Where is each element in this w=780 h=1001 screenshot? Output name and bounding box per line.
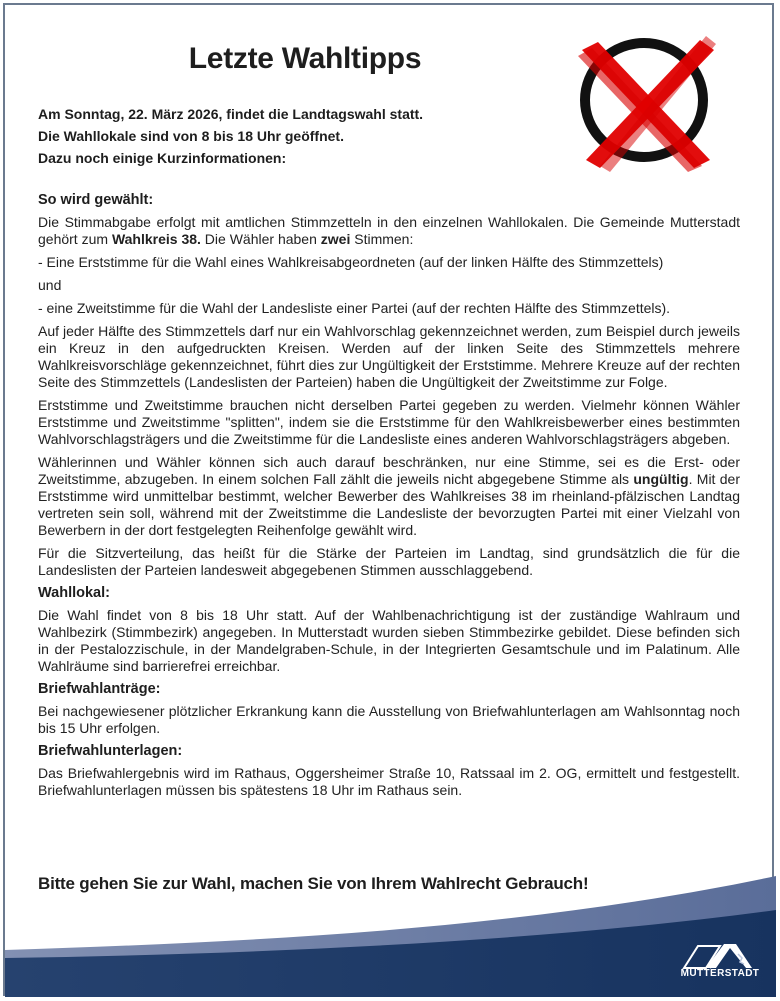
paragraph-polling-station: Die Wahl findet von 8 bis 18 Uhr statt. Auf der Wahlbenachrichtigung ist der zuständige Wahlraum und Wahlbezirk (Stimmbezirk) angegeben. In Mutterstadt wurden sieben Stimmbezirke gebildet. Diese befinden sich in der Pestalozzischule, in der Mandelgraben-Schule, in der Integrierten Gesamtschule und im Palatinum. Alle Wahlräume sind barrierefrei erreichbar. <box>38 607 740 674</box>
section-heading-polling-station: Wahllokal: <box>38 585 110 601</box>
text-span: Stimmen: <box>350 231 414 247</box>
intro-info-line: Dazu noch einige Kurzinformationen: <box>38 150 287 166</box>
text-span: Die Wähler haben <box>200 231 321 247</box>
footer-wave <box>0 850 780 1001</box>
paragraph-and: und <box>38 277 62 293</box>
paragraph-postal-documents: Das Briefwahlergebnis wird im Rathaus, Oggersheimer Straße 10, Ratssaal im 2. OG, ermittelt und festgestellt. Briefwahlunterlagen müssen bis spätestens 18 Uhr im Rathaus sein. <box>38 765 740 798</box>
bold-two: zwei <box>320 231 351 247</box>
main-content <box>38 192 740 805</box>
text-span: Die Stimmabgabe erfolgt mit amtlichen Stimmzetteln in den einzelnen Wahllokalen. Die Gemeinde Mutterstadt gehört zum <box>38 214 740 247</box>
paragraph-first-vote: - Eine Erststimme für die Wahl eines Wahlkreisabgeordneten (auf der linken Hälfte des Stimmzettels) <box>38 254 664 270</box>
mutterstadt-logo-text: MUTTERSTADT <box>680 968 760 979</box>
section-heading-postal-documents: Briefwahlunterlagen: <box>38 743 183 759</box>
bold-constituency: Wahlkreis 38. <box>111 231 201 247</box>
ballot-cross-icon <box>570 28 720 176</box>
paragraph-seats: Für die Sitzverteilung, das heißt für die Stärke der Parteien im Landtag, sind grundsätzlich die für die Landeslisten der Parteien landesweit abgegebenen Stimmen ausschlaggebend. <box>38 545 740 578</box>
section-heading-voting: So wird gewählt: <box>38 192 154 208</box>
intro-block <box>38 103 423 169</box>
intro-hours-line: Die Wahllokale sind von 8 bis 18 Uhr geöffnet. <box>38 128 344 144</box>
paragraph-marking: Auf jeder Hälfte des Stimmzettels darf nur ein Wahlvorschlag gekennzeichnet werden, zum Beispiel durch jeweils ein Kreuz in den aufgedruckten Kreisen. Werden auf der linken Seite des Stimmzettels mehrere Wahlkreisvorschläge gekennzeichnet, führt dies zur Ungültigkeit der Erststimme. Mehrere Kreuze auf der rechten Seite des Stimmzettels (Landeslisten der Parteien) haben die Ungültigkeit der Zweitstimme zur Folge. <box>38 323 740 390</box>
text-span: Wählerinnen und Wähler können sich auch darauf beschränken, nur eine Stimme, sei es die Erst- oder Zweitstimme, abzugeben. In einem solchen Fall zählt die jeweils nicht abgegebene Stimme als <box>38 454 740 487</box>
paragraph-ballot <box>38 214 740 248</box>
bold-invalid: ungültig <box>633 471 689 487</box>
page-title: Letzte Wahltipps <box>188 42 422 75</box>
vote-callout: Bitte gehen Sie zur Wahl, machen Sie von Ihrem Wahlrecht Gebrauch! <box>38 874 589 893</box>
mutterstadt-logo-icon <box>680 938 760 994</box>
paragraph-second-vote: - eine Zweitstimme für die Wahl der Landesliste einer Partei (auf der rechten Hälfte des Stimmzettels). <box>38 300 671 316</box>
section-heading-postal-applications: Briefwahlanträge: <box>38 681 161 697</box>
intro-date-line: Am Sonntag, 22. März 2026, findet die Landtagswahl statt. <box>38 106 424 122</box>
paragraph-split: Erststimme und Zweitstimme brauchen nicht derselben Partei gegeben zu werden. Vielmehr können Wähler Erststimme und Zweitstimme "splitten", indem sie die Erststimme für den Wahlkreisbewerber eines bestimmten Wahlvorschlagsträgers und die Zweitstimme für die Landesliste eines anderen Wahlvorschlagsträgers abgeben. <box>38 397 740 447</box>
text-span: . Mit der Erststimme wird unmittelbar bestimmt, welcher Bewerber des Wahlkreises 38 im rheinland-pfälzischen Landtag vertreten sein soll, während mit der Zweitstimme die Landesliste der bevorzugten Partei mit einer Vielzahl von Bewerbern in der dort festgelegten Reihenfolge gewählt wird. <box>38 471 740 538</box>
paragraph-postal-applications: Bei nachgewiesener plötzlicher Erkrankung kann die Ausstellung von Briefwahlunterlagen am Wahlsonntag noch bis 15 Uhr erfolgen. <box>38 703 740 736</box>
paragraph-single-vote <box>38 454 740 539</box>
